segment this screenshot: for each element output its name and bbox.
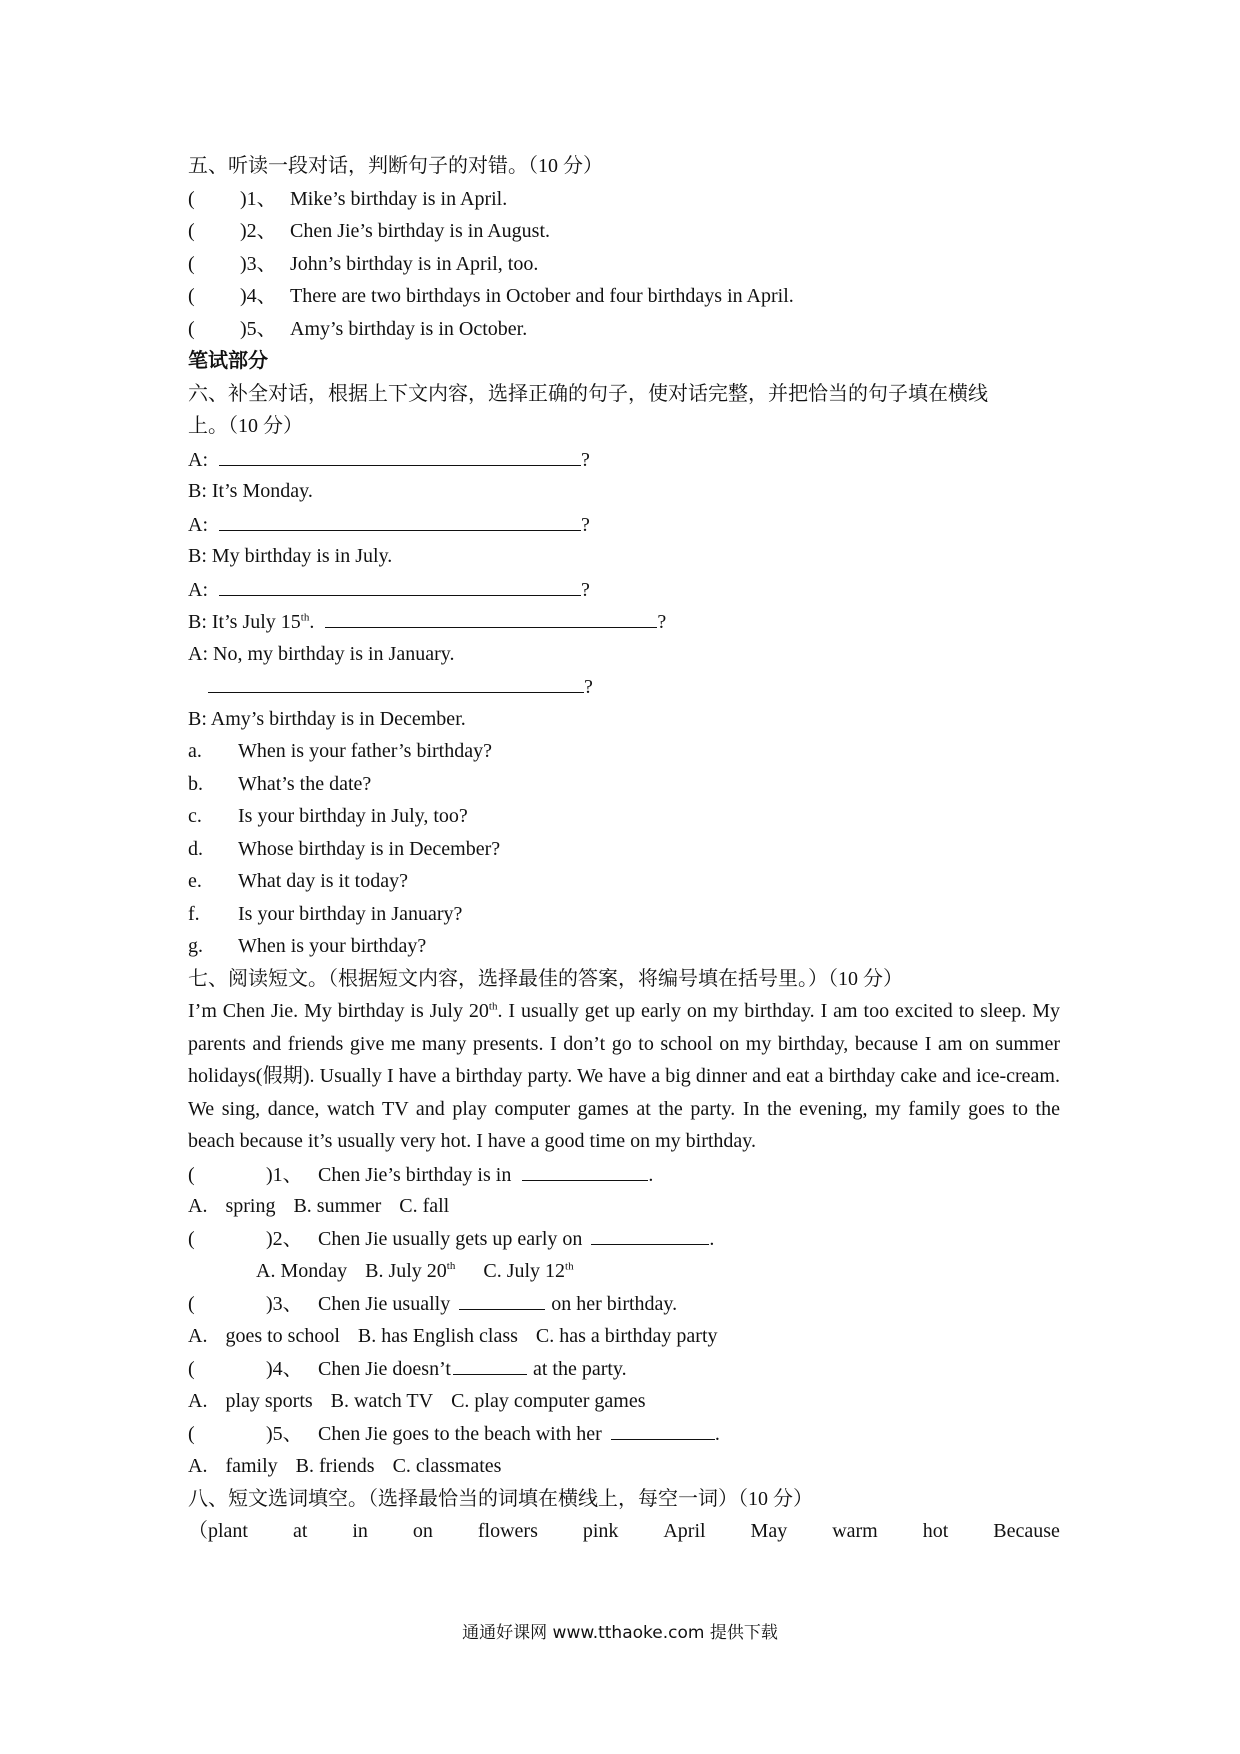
paren: (	[188, 285, 195, 307]
question-mark: ?	[581, 513, 590, 536]
section5-item-4	[188, 280, 1058, 313]
option-letter: a.	[188, 740, 202, 762]
paren: (	[188, 187, 195, 210]
ordinal-suffix: th	[488, 1000, 498, 1013]
speaker-a: A:	[188, 513, 208, 536]
reading-q5	[188, 1418, 1058, 1451]
q-after: at the party.	[532, 1357, 627, 1380]
answer-blank[interactable]	[453, 1354, 527, 1375]
dialogue-a2	[188, 508, 1058, 541]
paren: (	[188, 252, 195, 275]
option-text: Is your birthday in July, too?	[238, 805, 468, 827]
q-text: Chen Jie usually	[318, 1292, 451, 1315]
item-number: )1、	[240, 187, 277, 210]
item-number: )4、	[240, 285, 277, 307]
speaker-a: A:	[188, 448, 208, 471]
paren: (	[188, 317, 195, 340]
option-a	[188, 735, 1058, 768]
item-number: )5、	[240, 317, 277, 340]
word-bank-item: in	[352, 1520, 368, 1542]
dialogue-b1: B: It’s Monday.	[188, 480, 313, 502]
section6-title-line2: 上。（10 分）	[188, 415, 303, 437]
reading-passage	[188, 995, 1060, 1158]
dialogue-a4: A: No, my birthday is in January.	[188, 642, 455, 665]
word-bank-item: April	[663, 1520, 706, 1542]
ordinal-suffix: th	[565, 1260, 574, 1273]
option-letter: d.	[188, 837, 203, 860]
option-text: Whose birthday is in December?	[238, 837, 501, 860]
written-part-heading: 笔试部分	[188, 350, 268, 372]
word-bank-item: hot	[922, 1520, 949, 1542]
page-footer: 通通好课网 www.tthaoke.com 提供下载	[462, 1623, 778, 1643]
section6-title-line1: 六、补全对话，根据上下文内容，选择正确的句子，使对话完整，并把恰当的句子填在横线	[188, 382, 988, 405]
dialogue-a5	[188, 670, 1058, 703]
q-number: )2、	[266, 1227, 303, 1250]
passage-start: I’m Chen Jie. My birthday is July 20	[188, 1000, 489, 1022]
paren: (	[188, 1357, 195, 1380]
q-number: )1、	[266, 1163, 303, 1186]
section5-item-2	[188, 215, 1058, 248]
q-text: Chen Jie doesn’t	[318, 1357, 451, 1380]
option-text: What day is it today?	[238, 870, 408, 892]
paren: (	[188, 1422, 195, 1445]
option-text: What’s the date?	[238, 772, 372, 795]
option-letter: g.	[188, 935, 203, 957]
dialogue-b5: B: Amy’s birthday is in December.	[188, 707, 466, 730]
q-end: .	[648, 1163, 654, 1186]
word-bank-item: on	[412, 1520, 433, 1542]
answer-blank[interactable]	[325, 605, 657, 628]
option-text: When is your father’s birthday?	[238, 740, 492, 762]
answer-blank[interactable]	[219, 443, 581, 466]
word-bank-item: at	[292, 1520, 308, 1542]
passage-rest: . I usually get up early on my birthday. I am too excited to sleep. My parents and friends give me many presents. I don’t go to school on my birthday, because I am on summer holidays(假期). Usually I have a birthday party. We have a big dinner and eat a birthday cake and ice-cream. We sing, dance, watch TV and play computer games at the party. In the evening, my family goes to the beach because it’s usually very hot. I have a good time on my birthday.	[188, 1000, 1060, 1152]
section7-title: 七、阅读短文。（根据短文内容，选择最佳的答案，将编号填在括号里。）（10 分）	[188, 967, 903, 990]
answer-blank[interactable]	[208, 670, 584, 693]
choice-c: C. has a birthday party	[535, 1325, 718, 1347]
q-number: )3、	[266, 1292, 303, 1315]
item-text: John’s birthday is in April, too.	[290, 252, 539, 275]
section5-title: 五、听读一段对话，判断句子的对错。（10 分）	[188, 155, 603, 177]
option-b	[188, 768, 1058, 801]
paren: (	[188, 1227, 195, 1250]
q-text: Chen Jie usually gets up early on	[318, 1227, 583, 1250]
word-bank-item: flowers	[477, 1520, 538, 1542]
option-d	[188, 833, 1058, 866]
section5-item-3	[188, 248, 1058, 281]
q-end: .	[709, 1227, 715, 1250]
choice-c: C. play computer games	[451, 1390, 646, 1412]
question-mark: ?	[581, 578, 590, 601]
question-mark: ?	[581, 448, 590, 471]
option-e	[188, 865, 1058, 898]
section5-item-1	[188, 183, 1058, 216]
item-text: Mike’s birthday is in April.	[290, 187, 508, 210]
paren: (	[188, 220, 195, 242]
q-after: on her birthday.	[551, 1292, 678, 1315]
choice-a: family	[225, 1455, 278, 1477]
word-bank	[188, 1515, 1060, 1548]
choice-b: B. July 20	[365, 1260, 447, 1282]
speaker-a: A:	[188, 578, 208, 601]
option-text: Is your birthday in January?	[238, 902, 463, 925]
word-bank-item: （plant	[188, 1520, 248, 1542]
item-text: Amy’s birthday is in October.	[290, 317, 528, 340]
reading-q4	[188, 1353, 1058, 1386]
option-g	[188, 930, 1058, 963]
item-number: )3、	[240, 252, 277, 275]
choice-b: B. has English class	[357, 1325, 518, 1347]
answer-blank[interactable]	[219, 508, 581, 531]
option-letter: f.	[188, 902, 200, 925]
answer-blank[interactable]	[522, 1158, 648, 1181]
choice-b: B. summer	[293, 1195, 382, 1217]
dialogue-b3-text: B: It’s July 15	[188, 611, 301, 633]
choice-a: spring	[225, 1195, 276, 1217]
word-bank-item: pink	[582, 1520, 619, 1542]
q-text: Chen Jie’s birthday is in	[318, 1163, 512, 1186]
choice-b: B. watch TV	[330, 1390, 434, 1412]
ordinal-suffix: th	[446, 1260, 456, 1273]
paren: (	[188, 1163, 195, 1186]
question-mark: ?	[584, 676, 593, 698]
reading-q2	[188, 1223, 1058, 1256]
item-text: There are two birthdays in October and four birthdays in April.	[290, 285, 794, 307]
section5-item-5	[188, 313, 1058, 346]
answer-blank[interactable]	[219, 573, 581, 596]
dialogue-a1	[188, 443, 1058, 476]
option-text: When is your birthday?	[238, 935, 427, 957]
answer-blank[interactable]	[611, 1419, 715, 1440]
reading-q3-choices	[188, 1320, 1058, 1353]
paren: (	[188, 1292, 195, 1315]
option-c	[188, 800, 1058, 833]
choice-a-letter: A.	[188, 1195, 208, 1217]
dialogue-b3: B: It’s July 15th. ?	[188, 605, 1058, 638]
q-text: Chen Jie goes to the beach with her	[318, 1422, 602, 1445]
option-f	[188, 898, 1058, 931]
option-letter: b.	[188, 772, 203, 795]
option-letter: e.	[188, 870, 202, 892]
dialogue-b2: B: My birthday is in July.	[188, 545, 393, 567]
item-number: )2、	[240, 220, 277, 242]
reading-q1-choices	[188, 1190, 1058, 1223]
question-mark: ?	[657, 611, 667, 633]
choice-a: A. Monday	[256, 1260, 348, 1282]
reading-q2-choices	[188, 1255, 1058, 1288]
choice-a-letter: A.	[188, 1325, 208, 1347]
reading-q1	[188, 1158, 1058, 1191]
q-number: )5、	[266, 1422, 303, 1445]
reading-q5-choices	[188, 1450, 1058, 1483]
q-end: .	[714, 1422, 720, 1445]
worksheet-page	[188, 150, 1058, 1548]
ordinal-suffix: th	[300, 611, 310, 624]
q-number: )4、	[266, 1357, 303, 1380]
section8-title: 八、短文选词填空。（选择最恰当的词填在横线上，每空一词）（10 分）	[188, 1487, 813, 1510]
choice-a: goes to school	[225, 1325, 340, 1347]
choice-a: play sports	[225, 1390, 313, 1412]
answer-blank[interactable]	[459, 1289, 545, 1310]
reading-q4-choices	[188, 1385, 1058, 1418]
word-bank-item: May	[750, 1520, 788, 1542]
answer-blank[interactable]	[591, 1224, 709, 1245]
choice-c: C. classmates	[392, 1455, 502, 1477]
choice-c: C. fall	[399, 1195, 450, 1217]
choice-c: C. July 12	[483, 1260, 566, 1282]
item-text: Chen Jie’s birthday is in August.	[290, 220, 550, 242]
choice-b: B. friends	[295, 1455, 375, 1477]
choice-a-letter: A.	[188, 1390, 208, 1412]
word-bank-item: warm	[832, 1520, 878, 1542]
reading-q3	[188, 1288, 1058, 1321]
word-bank-item: Because	[993, 1520, 1060, 1542]
option-letter: c.	[188, 805, 202, 827]
choice-a-letter: A.	[188, 1455, 208, 1477]
dialogue-a3	[188, 573, 1058, 606]
